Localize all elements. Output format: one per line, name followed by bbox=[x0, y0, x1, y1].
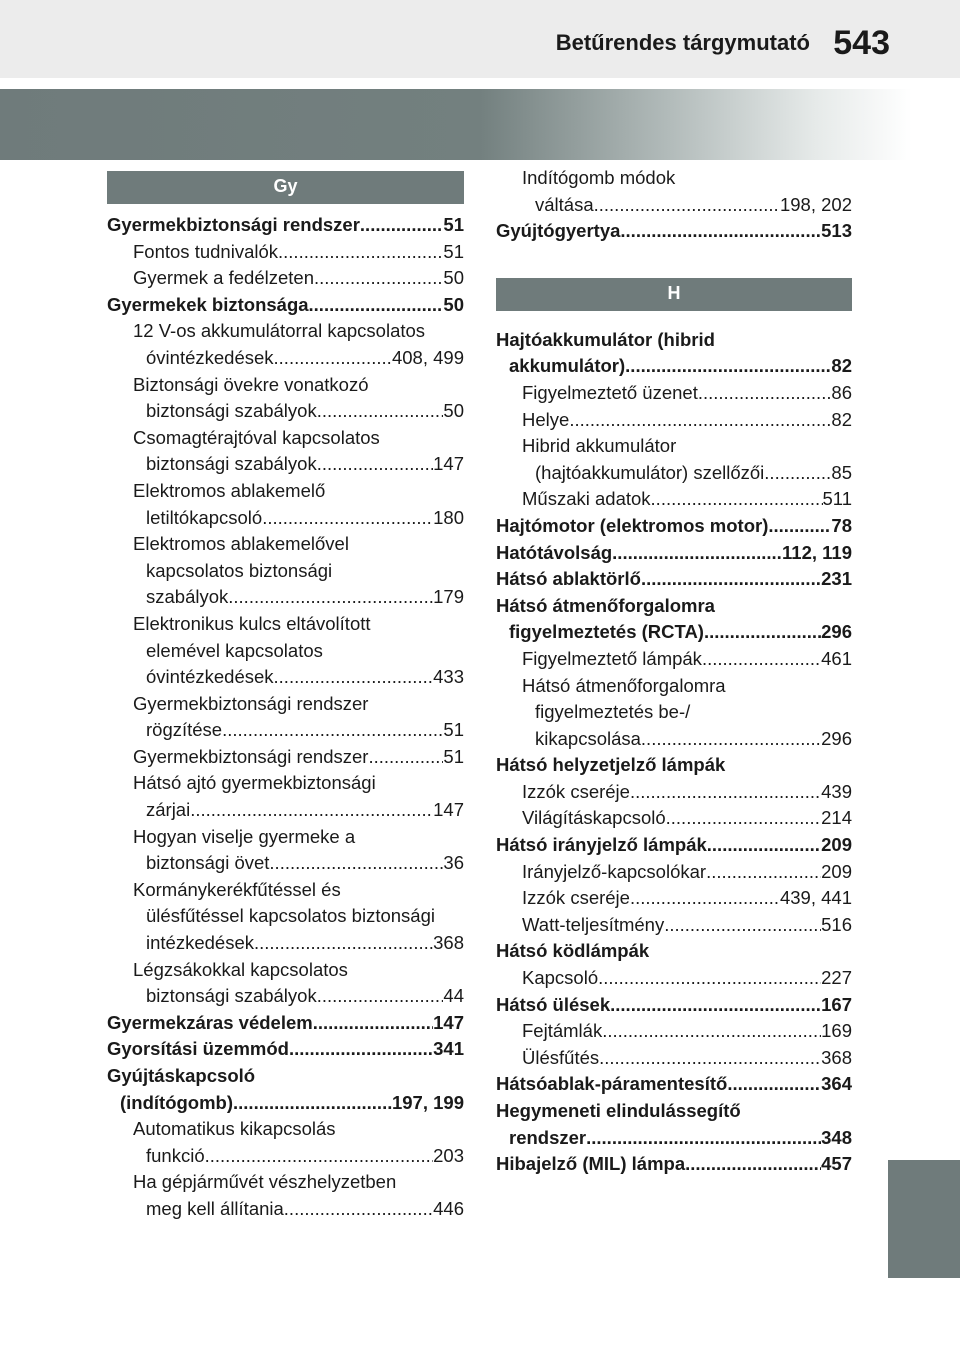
dot-leader bbox=[317, 451, 433, 478]
index-term: Izzók cseréje bbox=[522, 780, 630, 802]
index-term: Hátsó ülések bbox=[496, 993, 611, 1015]
index-term: Hatótávolság bbox=[496, 541, 613, 563]
index-entry bbox=[107, 212, 464, 239]
index-entry bbox=[107, 478, 464, 505]
dot-leader bbox=[706, 859, 821, 886]
index-term: (hajtóakkumulátor) szellőzői bbox=[535, 461, 765, 483]
dot-leader bbox=[360, 212, 444, 239]
index-term: Gyújtógyertya bbox=[496, 220, 621, 242]
index-entry bbox=[107, 664, 464, 691]
index-term: Gyorsítási üzemmód bbox=[107, 1038, 289, 1060]
dot-leader bbox=[317, 398, 444, 425]
index-term: Gyermekbiztonsági rendszer bbox=[107, 214, 360, 235]
index-entry bbox=[107, 318, 464, 345]
page-reference: 296 bbox=[821, 727, 852, 749]
page-reference: 296 bbox=[821, 621, 852, 643]
index-entry bbox=[107, 957, 464, 984]
page-reference: 50 bbox=[443, 267, 464, 289]
index-entry bbox=[496, 1125, 852, 1152]
index-term: funkció bbox=[146, 1144, 205, 1166]
page-reference: 147 bbox=[433, 799, 464, 821]
dot-leader bbox=[274, 345, 392, 372]
index-term: Automatikus kikapcsolás bbox=[133, 1118, 336, 1140]
index-term: biztonsági övet bbox=[146, 852, 270, 874]
dot-leader bbox=[368, 744, 443, 771]
index-term: Elektromos ablakemelővel bbox=[133, 533, 349, 555]
index-entry bbox=[496, 192, 852, 219]
index-term: óvintézkedések bbox=[146, 346, 274, 368]
page-number: 543 bbox=[833, 24, 890, 62]
index-entry bbox=[107, 1063, 464, 1090]
index-entry bbox=[107, 1010, 464, 1037]
index-term: Hátsó ajtó gyermekbiztonsági bbox=[133, 772, 376, 794]
dot-leader bbox=[222, 717, 443, 744]
index-entry bbox=[496, 912, 852, 939]
page-reference: 227 bbox=[821, 967, 852, 989]
dot-leader bbox=[205, 1143, 434, 1170]
index-entry bbox=[496, 218, 852, 245]
index-term: Kormánykerékfűtéssel és bbox=[133, 878, 341, 900]
dot-leader bbox=[698, 380, 832, 407]
dot-leader bbox=[269, 850, 443, 877]
page-reference: 180 bbox=[433, 506, 464, 528]
dot-leader bbox=[594, 192, 780, 219]
index-term: elemével kapcsolatos bbox=[146, 639, 323, 661]
index-entry bbox=[496, 673, 852, 700]
index-entry bbox=[107, 638, 464, 665]
index-entry bbox=[496, 1045, 852, 1072]
dot-leader bbox=[612, 540, 782, 567]
page-reference: 86 bbox=[831, 381, 852, 403]
index-entry bbox=[496, 327, 852, 354]
index-term: Világításkapcsoló bbox=[522, 807, 666, 829]
dot-leader bbox=[602, 1018, 821, 1045]
index-term: Figyelmeztető lámpák bbox=[522, 647, 702, 669]
index-entry bbox=[107, 611, 464, 638]
page-reference: 368 bbox=[821, 1046, 852, 1068]
page-reference: 511 bbox=[822, 488, 852, 510]
dot-leader bbox=[314, 265, 443, 292]
dot-leader bbox=[702, 646, 821, 673]
index-entry bbox=[496, 380, 852, 407]
index-term: Fontos tudnivalók bbox=[133, 240, 279, 262]
index-entry bbox=[496, 1151, 852, 1178]
index-term: Hegymeneti elindulássegítő bbox=[496, 1100, 741, 1121]
page-reference: 209 bbox=[821, 834, 852, 856]
index-entry bbox=[107, 451, 464, 478]
page-reference: 167 bbox=[821, 993, 852, 1015]
index-list-gy bbox=[107, 212, 464, 1223]
page-reference: 44 bbox=[443, 985, 464, 1007]
page-reference: 51 bbox=[443, 719, 464, 741]
index-entry bbox=[496, 540, 852, 567]
index-entry bbox=[107, 983, 464, 1010]
index-entry bbox=[496, 938, 852, 965]
index-term: óvintézkedések bbox=[146, 666, 274, 688]
dot-leader bbox=[262, 505, 433, 532]
page-reference: 36 bbox=[443, 852, 464, 874]
dot-leader bbox=[685, 1151, 821, 1178]
index-entry bbox=[496, 1098, 852, 1125]
index-column-left bbox=[107, 171, 464, 1223]
index-entry bbox=[107, 797, 464, 824]
index-term: intézkedések bbox=[146, 932, 254, 954]
page-reference: 203 bbox=[433, 1144, 464, 1166]
index-term: Hajtómotor (elektromos motor) bbox=[496, 514, 769, 536]
dot-leader bbox=[289, 1036, 433, 1063]
page-reference: 457 bbox=[821, 1153, 852, 1175]
page-reference: 82 bbox=[831, 408, 852, 430]
dot-leader bbox=[704, 619, 821, 646]
page-reference: 51 bbox=[443, 745, 464, 767]
page-reference: 513 bbox=[821, 220, 852, 242]
dot-leader bbox=[599, 1045, 821, 1072]
dot-leader bbox=[569, 407, 831, 434]
index-entry bbox=[107, 584, 464, 611]
dot-leader bbox=[228, 584, 433, 611]
index-term: kikapcsolása bbox=[535, 727, 641, 749]
dot-leader bbox=[764, 460, 831, 487]
index-term: Biztonsági övekre vonatkozó bbox=[133, 373, 369, 395]
index-entry bbox=[496, 832, 852, 859]
index-term: Gyermekek biztonsága bbox=[107, 293, 309, 315]
index-term: 12 V-os akkumulátorral kapcsolatos bbox=[133, 320, 426, 342]
page-reference: 147 bbox=[433, 453, 464, 475]
index-entry bbox=[496, 486, 852, 513]
index-entry bbox=[496, 965, 852, 992]
dot-leader bbox=[641, 566, 821, 593]
page-reference: 82 bbox=[831, 355, 852, 377]
index-term: Irányjelző-kapcsolókar bbox=[522, 860, 707, 882]
index-entry bbox=[107, 292, 464, 319]
index-entry bbox=[107, 265, 464, 292]
dot-leader bbox=[664, 912, 821, 939]
page-reference: 112, 119 bbox=[782, 541, 852, 563]
index-entry bbox=[496, 1071, 852, 1098]
index-term: Watt-teljesítmény bbox=[522, 913, 665, 935]
dot-leader bbox=[630, 779, 821, 806]
page-reference: 78 bbox=[831, 514, 852, 536]
index-entry bbox=[107, 1143, 464, 1170]
dot-leader bbox=[610, 992, 821, 1019]
page-reference: 179 bbox=[433, 586, 464, 608]
index-term: Izzók cseréje bbox=[522, 887, 630, 909]
index-entry bbox=[107, 398, 464, 425]
index-entry bbox=[107, 558, 464, 585]
dot-leader bbox=[707, 832, 821, 859]
index-entry bbox=[107, 877, 464, 904]
index-term: (indítógomb) bbox=[120, 1091, 234, 1113]
index-term: Hibrid akkumulátor bbox=[522, 435, 677, 457]
page-reference: 85 bbox=[831, 461, 852, 483]
index-entry bbox=[496, 593, 852, 620]
dot-leader bbox=[274, 664, 434, 691]
index-term: Gyermekbiztonsági rendszer bbox=[133, 692, 369, 714]
dot-leader bbox=[666, 805, 821, 832]
index-entry bbox=[496, 992, 852, 1019]
page-reference: 51 bbox=[443, 214, 464, 235]
page-reference: 231 bbox=[821, 568, 852, 590]
dot-leader bbox=[586, 1125, 821, 1152]
page-reference: 433 bbox=[433, 666, 464, 688]
page-reference: 439 bbox=[821, 780, 852, 802]
index-list-h bbox=[496, 327, 852, 1178]
index-term: meg kell állítania bbox=[146, 1197, 284, 1219]
index-term: Ülésfűtés bbox=[522, 1046, 600, 1068]
index-term: Elektronikus kulcs eltávolított bbox=[133, 612, 371, 634]
index-term: Gyújtáskapcsoló bbox=[107, 1065, 256, 1086]
index-term: Hajtóakkumulátor (hibrid bbox=[496, 328, 715, 350]
dot-leader bbox=[768, 513, 831, 540]
index-term: zárjai bbox=[146, 799, 191, 821]
index-entry bbox=[496, 726, 852, 753]
index-entry bbox=[496, 859, 852, 886]
index-entry bbox=[107, 1169, 464, 1196]
dot-leader bbox=[625, 353, 831, 380]
index-entry bbox=[496, 407, 852, 434]
index-entry bbox=[107, 744, 464, 771]
index-entry bbox=[107, 824, 464, 851]
index-term: Légzsákokkal kapcsolatos bbox=[133, 958, 348, 980]
dot-leader bbox=[309, 292, 444, 319]
index-term: akkumulátor) bbox=[509, 355, 626, 377]
page-reference: 50 bbox=[443, 293, 464, 315]
page-reference: 439, 441 bbox=[779, 887, 852, 909]
index-entry bbox=[107, 717, 464, 744]
index-entry bbox=[496, 460, 852, 487]
index-term: Kapcsoló bbox=[522, 967, 599, 989]
index-term: rendszer bbox=[509, 1126, 587, 1148]
dot-leader bbox=[630, 885, 780, 912]
index-term: Indítógomb módok bbox=[522, 167, 676, 188]
index-entry bbox=[107, 770, 464, 797]
dot-leader bbox=[278, 239, 443, 266]
index-term: Ha gépjárművét vészhelyzetben bbox=[133, 1171, 397, 1193]
dot-leader bbox=[254, 930, 433, 957]
index-term: Csomagtérajtóval kapcsolatos bbox=[133, 426, 380, 448]
index-term: Figyelmeztető üzenet bbox=[522, 381, 698, 403]
index-entry bbox=[496, 699, 852, 726]
section-header-gy: Gy bbox=[107, 171, 464, 204]
index-term: biztonsági szabályok bbox=[146, 985, 317, 1007]
index-term: ülésfűtéssel kapcsolatos biztonsági bbox=[146, 905, 435, 927]
index-entry bbox=[107, 425, 464, 452]
index-entry bbox=[496, 433, 852, 460]
index-term: Elektromos ablakemelő bbox=[133, 479, 326, 501]
page-reference: 51 bbox=[443, 240, 464, 262]
page-reference: 147 bbox=[433, 1011, 464, 1033]
page-reference: 50 bbox=[443, 400, 464, 422]
page-reference: 461 bbox=[821, 647, 852, 669]
chapter-tab bbox=[888, 1160, 960, 1278]
index-term: Hátsó ablaktörlő bbox=[496, 568, 641, 590]
index-entry bbox=[496, 165, 852, 192]
index-entry bbox=[107, 345, 464, 372]
index-entry bbox=[496, 805, 852, 832]
index-term: figyelmeztetés be-/ bbox=[535, 701, 691, 723]
index-entry bbox=[496, 885, 852, 912]
page-reference: 209 bbox=[821, 860, 852, 882]
dot-leader bbox=[727, 1071, 821, 1098]
dot-leader bbox=[598, 965, 821, 992]
header-bar bbox=[0, 0, 960, 78]
index-term: Gyermekbiztonsági rendszer bbox=[133, 745, 369, 767]
dot-leader bbox=[313, 1010, 433, 1037]
page-reference: 214 bbox=[821, 807, 852, 829]
index-entry bbox=[107, 1196, 464, 1223]
index-term: szabályok bbox=[146, 586, 229, 608]
index-term: Gyermek a fedélzeten bbox=[133, 267, 314, 289]
dot-leader bbox=[284, 1196, 433, 1223]
index-entry bbox=[496, 566, 852, 593]
index-term: Hátsó ködlámpák bbox=[496, 940, 650, 962]
index-entry bbox=[107, 1090, 464, 1117]
page-reference: 368 bbox=[433, 932, 464, 954]
index-term: Gyermekzáras védelem bbox=[107, 1011, 313, 1033]
index-entry bbox=[107, 691, 464, 718]
index-entry bbox=[107, 505, 464, 532]
index-term: Hátsó átmenőforgalomra bbox=[496, 594, 715, 616]
index-entry bbox=[496, 1018, 852, 1045]
page-reference: 348 bbox=[821, 1126, 852, 1148]
index-term: Műszaki adatok bbox=[522, 488, 651, 510]
index-entry bbox=[496, 646, 852, 673]
dot-leader bbox=[641, 726, 821, 753]
dot-leader bbox=[620, 218, 821, 245]
index-entry bbox=[496, 513, 852, 540]
index-term: Hátsó helyzetjelző lámpák bbox=[496, 754, 726, 776]
index-term: biztonsági szabályok bbox=[146, 453, 317, 475]
index-term: Hibajelző (MIL) lámpa bbox=[496, 1153, 686, 1175]
index-term: Hogyan viselje gyermeke a bbox=[133, 825, 356, 847]
index-term: Hátsó átmenőforgalomra bbox=[522, 674, 726, 696]
page-reference: 197, 199 bbox=[391, 1091, 464, 1113]
page-reference: 341 bbox=[433, 1038, 464, 1060]
index-term: váltása bbox=[535, 193, 594, 215]
index-entry bbox=[107, 1116, 464, 1143]
dot-leader bbox=[317, 983, 444, 1010]
index-term: Helye bbox=[522, 408, 570, 430]
index-column-right bbox=[496, 165, 852, 1178]
index-entry bbox=[496, 619, 852, 646]
page-reference: 169 bbox=[821, 1020, 852, 1042]
page-reference: 446 bbox=[433, 1197, 464, 1219]
index-entry bbox=[107, 1036, 464, 1063]
index-term: Hátsó irányjelző lámpák bbox=[496, 834, 707, 856]
index-term: kapcsolatos biztonsági bbox=[146, 559, 333, 581]
index-entry bbox=[496, 752, 852, 779]
index-term: biztonsági szabályok bbox=[146, 400, 317, 422]
section-header-h: H bbox=[496, 278, 852, 311]
header-title: Betűrendes tárgymutató bbox=[555, 30, 810, 55]
index-entry bbox=[107, 531, 464, 558]
index-term: letiltókapcsoló bbox=[146, 506, 263, 528]
index-list-gy-continued bbox=[496, 165, 852, 245]
header-banner bbox=[0, 89, 960, 160]
dot-leader bbox=[190, 797, 433, 824]
page-reference: 198, 202 bbox=[779, 193, 852, 215]
index-entry bbox=[496, 779, 852, 806]
dot-leader bbox=[233, 1090, 392, 1117]
index-term: Fejtámlák bbox=[522, 1020, 603, 1042]
page-reference: 516 bbox=[821, 913, 852, 935]
index-entry bbox=[107, 239, 464, 266]
index-term: rögzítése bbox=[146, 719, 223, 741]
index-term: Hátsóablak-páramentesítő bbox=[496, 1073, 728, 1095]
dot-leader bbox=[651, 486, 823, 513]
page-reference: 364 bbox=[821, 1073, 852, 1095]
index-entry bbox=[107, 372, 464, 399]
page-reference: 408, 499 bbox=[391, 346, 464, 368]
index-term: figyelmeztetés (RCTA) bbox=[509, 621, 704, 643]
index-entry bbox=[107, 930, 464, 957]
index-entry bbox=[107, 903, 464, 930]
index-entry bbox=[496, 353, 852, 380]
index-entry bbox=[107, 850, 464, 877]
